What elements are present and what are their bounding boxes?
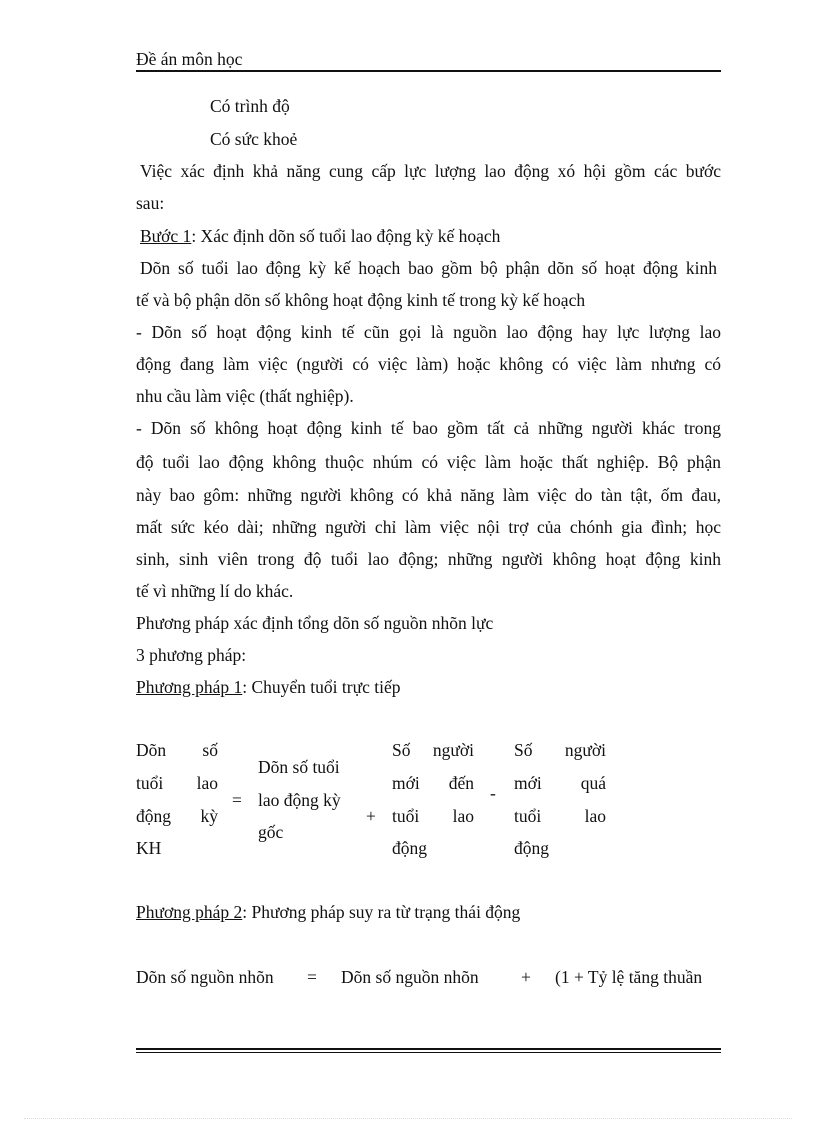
formula1-lhs-line-4: KH	[136, 838, 162, 858]
method-heading: Phương pháp xác định tổng dõn số nguồn nhõn lực	[136, 613, 494, 633]
formula2-term1: Dõn số nguồn nhõn	[341, 967, 479, 987]
formula1-term3-line-1: Số người	[514, 740, 606, 760]
method-count: 3 phương pháp:	[136, 645, 247, 665]
bullet1-line-3: nhu cầu làm việc (thất nghiệp).	[136, 386, 354, 406]
method1-text: : Chuyển tuổi trực tiếp	[242, 677, 401, 697]
intro-line-2: sau:	[136, 193, 165, 213]
method2-label: Phương pháp 2	[136, 902, 243, 922]
formula1-lhs-line-3: động kỳ	[136, 806, 218, 826]
bullet1-line-2: động đang làm việc (người có việc làm) hoặc không có việc làm nhưng có	[136, 354, 721, 374]
formula1-term1-line-3: gốc	[258, 822, 284, 842]
bullet2-line-3: này bao gôm: những người không có khả năng làm việc do tàn tật, ốm đau,	[136, 485, 721, 505]
step1-text: : Xác định dõn số tuổi lao động kỳ kế hoạch	[191, 226, 501, 246]
formula1-lhs-line-1: Dõn số	[136, 740, 218, 760]
formula2-term2: (1 + Tỷ lệ tăng thuần	[555, 967, 703, 987]
header-rule	[136, 70, 721, 72]
method2-heading	[136, 902, 520, 923]
formula1-term2-line-1: Số người	[392, 740, 474, 760]
formula1-term3-line-4: động	[514, 838, 549, 858]
formula2-plus: +	[521, 967, 531, 987]
formula1-term2-line-3: tuổi lao	[392, 806, 474, 826]
step1-label: Bước 1	[140, 226, 192, 246]
page-header-title: Đề án môn học	[136, 49, 243, 69]
intro-line-1: Việc xác định khả năng cung cấp lực lượng lao động xó hội gồm các bước	[140, 161, 721, 181]
bullet2-line-1: - Dõn số không hoạt động kinh tế bao gồm tất cả những người khác trong	[136, 418, 721, 438]
formula1-term3-line-3: tuổi lao	[514, 806, 606, 826]
formula1-term1-line-1: Dõn số tuổi	[258, 757, 340, 777]
formula1-term3-line-2: mới quá	[514, 773, 606, 793]
formula1-equals: =	[232, 790, 242, 810]
formula1-minus: -	[490, 783, 496, 803]
footer-rule-bottom	[136, 1052, 721, 1053]
formula1-term2-line-4: động	[392, 838, 427, 858]
bullet1-line-1: - Dõn số hoạt động kinh tế cũn gọi là nguồn lao động hay lực lượng lao	[136, 322, 721, 342]
footer-rule-top	[136, 1048, 721, 1050]
formula1-term1-line-2: lao động kỳ	[258, 790, 341, 810]
formula1-term2-line-2: mới đến	[392, 773, 474, 793]
method1-label: Phương pháp 1	[136, 677, 243, 697]
formula1-lhs-line-2: tuổi lao	[136, 773, 218, 793]
bullet2-line-2: độ tuổi lao động không thuộc nhúm có việc làm hoặc thất nghiệp. Bộ phận	[136, 452, 721, 472]
formula2-equals: =	[307, 967, 317, 987]
formula1-plus: +	[366, 806, 376, 826]
para1-line-1: Dõn số tuổi lao động kỳ kế hoạch bao gồm bộ phận dõn số hoạt động kinh	[140, 258, 717, 278]
page-edge-dots	[24, 1118, 792, 1119]
method1-heading	[136, 677, 400, 698]
para1-line-2: tế và bộ phận dõn số không hoạt động kinh tế trong kỳ kế hoạch	[136, 290, 586, 310]
item-trinh-do: Có trình độ	[210, 96, 290, 116]
bullet2-line-4: mất sức kéo dài; những người chỉ làm việc nội trợ của chónh gia đình; học	[136, 517, 721, 537]
bullet2-line-5: sinh, sinh viên trong độ tuổi lao động; những người không hoạt động kinh	[136, 549, 721, 569]
method2-text: : Phương pháp suy ra từ trạng thái động	[242, 902, 521, 922]
bullet2-line-6: tế vì những lí do khác.	[136, 581, 294, 601]
item-suc-khoe: Có sức khoẻ	[210, 129, 298, 149]
formula2-lhs: Dõn số nguồn nhõn	[136, 967, 274, 987]
step1-heading	[140, 226, 500, 247]
